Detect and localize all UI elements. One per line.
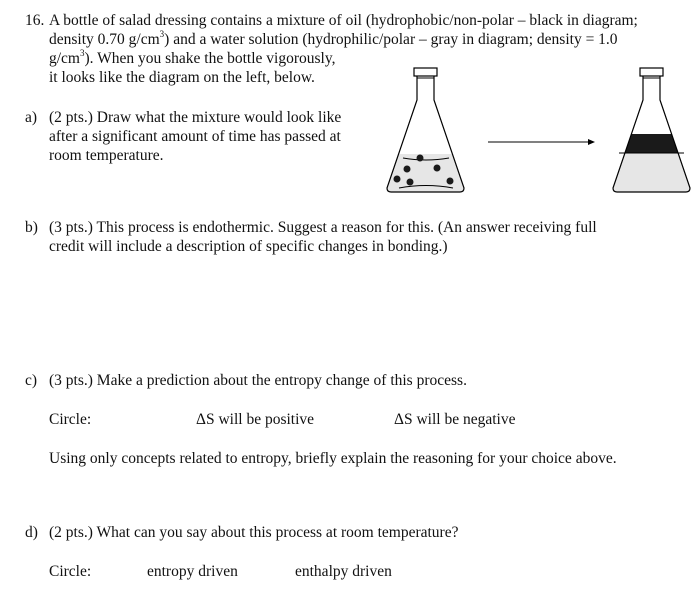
question-intro-line-4: it looks like the diagram on the left, below. (49, 69, 315, 86)
part-c-label: c) (25, 372, 38, 389)
oil-droplet (417, 155, 424, 162)
question-intro-line-3: $g/cm^3$). When you shake the bottle vigorously, (49, 47, 336, 67)
question-intro-line-1: A bottle of salad dressing contains a mixture of oil (hydrophobic/non-polar – black in diagram; (49, 12, 638, 29)
part-b-line-2: credit will include a description of specific changes in bonding.) (49, 238, 448, 255)
arrow-icon (488, 136, 598, 148)
oil-layer (609, 134, 694, 153)
part-d-circle-label: Circle: (49, 563, 92, 580)
flask-cap-right (640, 68, 663, 76)
oil-droplet (447, 178, 454, 185)
water-layer (609, 153, 694, 194)
oil-droplet (404, 166, 411, 173)
part-a-line-1: (2 pts.) Draw what the mixture would look like (49, 109, 342, 126)
part-a-label: a) (25, 109, 38, 126)
oil-droplet (407, 179, 414, 186)
part-a-line-3: room temperature. (49, 147, 164, 164)
flask-separated-diagram (609, 64, 694, 194)
option-enthalpy-driven[interactable]: enthalpy driven (295, 563, 392, 580)
part-d-prompt: (2 pts.) What can you say about this process at room temperature? (49, 524, 459, 541)
flask-shaken-diagram (383, 64, 468, 194)
question-intro-line-2: density 0.70 $g/cm^3$) and a water solution (hydrophilic/polar – gray in diagram; density = 1.0 (49, 28, 618, 48)
part-d-label: d) (25, 524, 38, 541)
question-number: 16. (25, 12, 45, 29)
part-b-line-1: (3 pts.) This process is endothermic. Suggest a reason for this. (An answer receiving full (49, 219, 597, 236)
option-entropy-positive[interactable]: ΔS will be positive (196, 411, 315, 428)
part-c-explain: Using only concepts related to entropy, briefly explain the reasoning for your choice above. (49, 450, 617, 467)
part-c-circle-label: Circle: (49, 411, 92, 428)
part-a-line-2: after a significant amount of time has passed at (49, 128, 341, 145)
part-c-prompt: (3 pts.) Make a prediction about the entropy change of this process. (49, 372, 467, 389)
oil-droplet (434, 165, 441, 172)
part-b-label: b) (25, 219, 38, 236)
oil-droplet (394, 176, 401, 183)
option-entropy-negative[interactable]: ΔS will be negative (394, 411, 516, 428)
flask-cap-left (414, 68, 437, 76)
option-entropy-driven[interactable]: entropy driven (147, 563, 238, 580)
